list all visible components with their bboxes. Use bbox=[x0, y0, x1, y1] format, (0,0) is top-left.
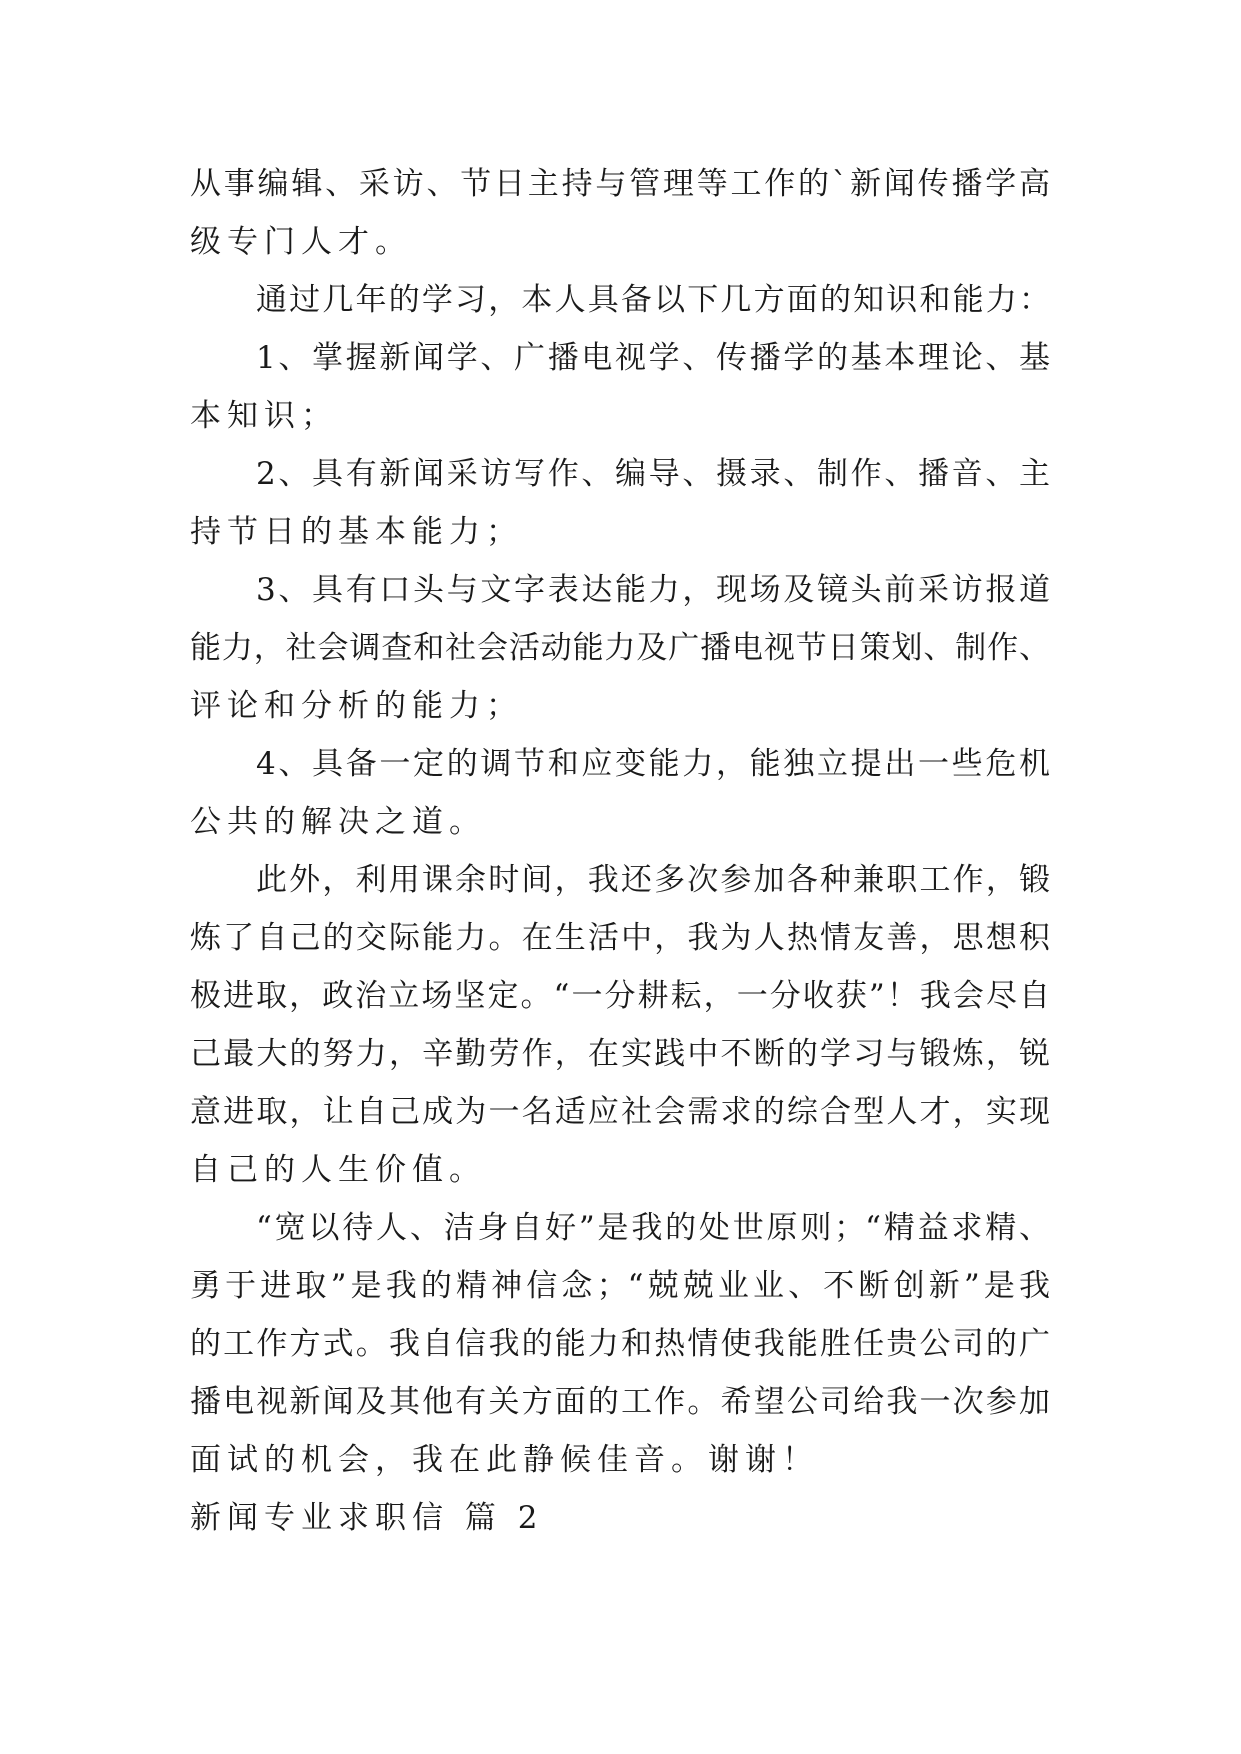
text-line: 此外，利用课余时间，我还多次参加各种兼职工作，锻 bbox=[256, 862, 1050, 898]
section-heading: 新闻专业求职信 篇 2 bbox=[190, 1500, 544, 1536]
text-line: 面试的机会，我在此静候佳音。谢谢！ bbox=[190, 1442, 819, 1478]
text-line: “宽以待人、洁身自好”是我的处世原则；“精益求精、 bbox=[256, 1210, 1050, 1246]
text-line: 通过几年的学习，本人具备以下几方面的知识和能力： bbox=[256, 282, 1050, 318]
text-line: 4、具备一定的调节和应变能力，能独立提出一些危机 bbox=[256, 746, 1050, 782]
text-line: 1、掌握新闻学、广播电视学、传播学的基本理论、基 bbox=[256, 340, 1050, 376]
text-line: 勇于进取”是我的精神信念；“兢兢业业、不断创新”是我 bbox=[190, 1268, 1050, 1304]
text-line: 评论和分析的能力； bbox=[190, 688, 523, 724]
text-line: 意进取，让自己成为一名适应社会需求的综合型人才，实现 bbox=[190, 1094, 1050, 1130]
text-line: 炼了自己的交际能力。在生活中，我为人热情友善，思想积 bbox=[190, 920, 1050, 956]
text-line: 播电视新闻及其他有关方面的工作。希望公司给我一次参加 bbox=[190, 1384, 1050, 1420]
text-line: 能力，社会调查和社会活动能力及广播电视节日策划、制作、 bbox=[190, 630, 1050, 666]
text-line: 极进取，政治立场坚定。“一分耕耘，一分收获”！我会尽自 bbox=[190, 978, 1050, 1014]
text-line: 本知识； bbox=[190, 398, 338, 434]
text-line: 自己的人生价值。 bbox=[190, 1152, 486, 1188]
text-line: 己最大的努力，辛勤劳作，在实践中不断的学习与锻炼，锐 bbox=[190, 1036, 1050, 1072]
text-line: 2、具有新闻采访写作、编导、摄录、制作、播音、主 bbox=[256, 456, 1050, 492]
document-page bbox=[190, 155, 1050, 1547]
text-line: 级专门人才。 bbox=[190, 224, 412, 260]
document-body bbox=[190, 155, 1050, 1489]
text-line: 3、具有口头与文字表达能力，现场及镜头前采访报道 bbox=[256, 572, 1050, 608]
text-line: 从事编辑、采访、节日主持与管理等工作的`新闻传播学高 bbox=[190, 166, 1050, 202]
text-line: 公共的解决之道。 bbox=[190, 804, 486, 840]
text-line: 持节日的基本能力； bbox=[190, 514, 523, 550]
text-line: 的工作方式。我自信我的能力和热情使我能胜任贵公司的广 bbox=[190, 1326, 1050, 1362]
